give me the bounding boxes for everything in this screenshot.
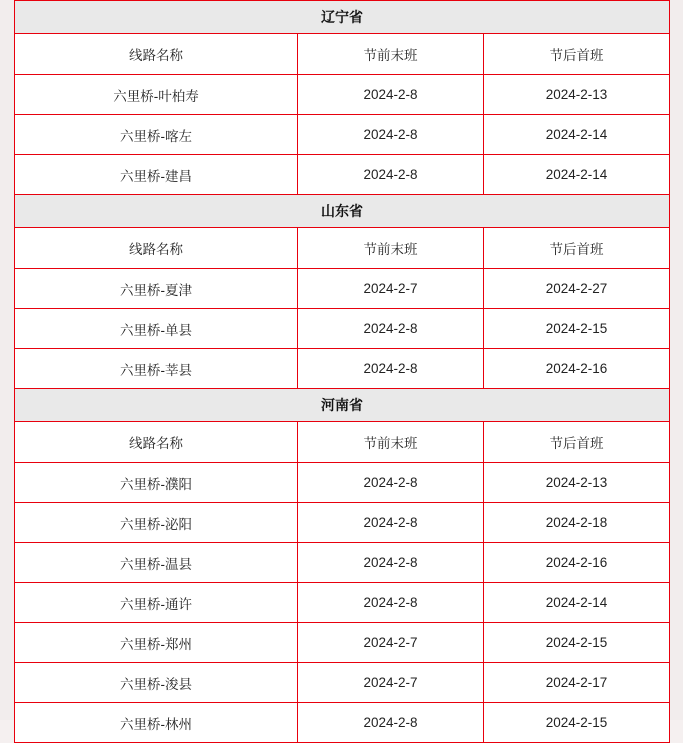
table-row xyxy=(15,115,670,155)
route-name: 六里桥-夏津 xyxy=(15,269,298,309)
table-row xyxy=(15,503,670,543)
route-name: 六里桥-泌阳 xyxy=(15,503,298,543)
last-bus-date: 2024-2-8 xyxy=(298,703,484,743)
first-bus-date: 2024-2-16 xyxy=(484,543,670,583)
first-bus-date: 2024-2-15 xyxy=(484,623,670,663)
bus-schedule-table xyxy=(14,0,670,743)
last-bus-date: 2024-2-8 xyxy=(298,463,484,503)
column-header-last-bus: 节前末班 xyxy=(298,228,484,269)
last-bus-date: 2024-2-7 xyxy=(298,623,484,663)
last-bus-date: 2024-2-8 xyxy=(298,75,484,115)
last-bus-date: 2024-2-8 xyxy=(298,543,484,583)
first-bus-date: 2024-2-13 xyxy=(484,75,670,115)
route-name: 六里桥-莘县 xyxy=(15,349,298,389)
first-bus-date: 2024-2-14 xyxy=(484,155,670,195)
province-name: 山东省 xyxy=(15,195,670,228)
first-bus-date: 2024-2-15 xyxy=(484,309,670,349)
route-name: 六里桥-浚县 xyxy=(15,663,298,703)
column-header-row xyxy=(15,34,670,75)
route-name: 六里桥-单县 xyxy=(15,309,298,349)
table-row xyxy=(15,269,670,309)
route-name: 六里桥-叶柏寿 xyxy=(15,75,298,115)
first-bus-date: 2024-2-15 xyxy=(484,703,670,743)
route-name: 六里桥-林州 xyxy=(15,703,298,743)
table-row xyxy=(15,75,670,115)
route-name: 六里桥-郑州 xyxy=(15,623,298,663)
column-header-first-bus: 节后首班 xyxy=(484,34,670,75)
first-bus-date: 2024-2-14 xyxy=(484,115,670,155)
province-header-row xyxy=(15,389,670,422)
table-row xyxy=(15,463,670,503)
last-bus-date: 2024-2-8 xyxy=(298,583,484,623)
route-name: 六里桥-通许 xyxy=(15,583,298,623)
column-header-route: 线路名称 xyxy=(15,422,298,463)
first-bus-date: 2024-2-13 xyxy=(484,463,670,503)
first-bus-date: 2024-2-18 xyxy=(484,503,670,543)
column-header-route: 线路名称 xyxy=(15,34,298,75)
table-row xyxy=(15,349,670,389)
table-row xyxy=(15,623,670,663)
column-header-first-bus: 节后首班 xyxy=(484,422,670,463)
first-bus-date: 2024-2-17 xyxy=(484,663,670,703)
column-header-last-bus: 节前末班 xyxy=(298,422,484,463)
table-row xyxy=(15,583,670,623)
first-bus-date: 2024-2-27 xyxy=(484,269,670,309)
route-name: 六里桥-喀左 xyxy=(15,115,298,155)
column-header-last-bus: 节前末班 xyxy=(298,34,484,75)
last-bus-date: 2024-2-8 xyxy=(298,115,484,155)
province-name: 辽宁省 xyxy=(15,1,670,34)
route-name: 六里桥-建昌 xyxy=(15,155,298,195)
table-row xyxy=(15,703,670,743)
table-row xyxy=(15,663,670,703)
province-header-row xyxy=(15,1,670,34)
column-header-row xyxy=(15,422,670,463)
province-name: 河南省 xyxy=(15,389,670,422)
first-bus-date: 2024-2-16 xyxy=(484,349,670,389)
last-bus-date: 2024-2-8 xyxy=(298,349,484,389)
table-row xyxy=(15,543,670,583)
last-bus-date: 2024-2-7 xyxy=(298,663,484,703)
last-bus-date: 2024-2-8 xyxy=(298,309,484,349)
route-name: 六里桥-温县 xyxy=(15,543,298,583)
table-row xyxy=(15,309,670,349)
column-header-row xyxy=(15,228,670,269)
last-bus-date: 2024-2-8 xyxy=(298,155,484,195)
table-row xyxy=(15,155,670,195)
route-name: 六里桥-濮阳 xyxy=(15,463,298,503)
first-bus-date: 2024-2-14 xyxy=(484,583,670,623)
column-header-first-bus: 节后首班 xyxy=(484,228,670,269)
province-header-row xyxy=(15,195,670,228)
last-bus-date: 2024-2-8 xyxy=(298,503,484,543)
column-header-route: 线路名称 xyxy=(15,228,298,269)
last-bus-date: 2024-2-7 xyxy=(298,269,484,309)
